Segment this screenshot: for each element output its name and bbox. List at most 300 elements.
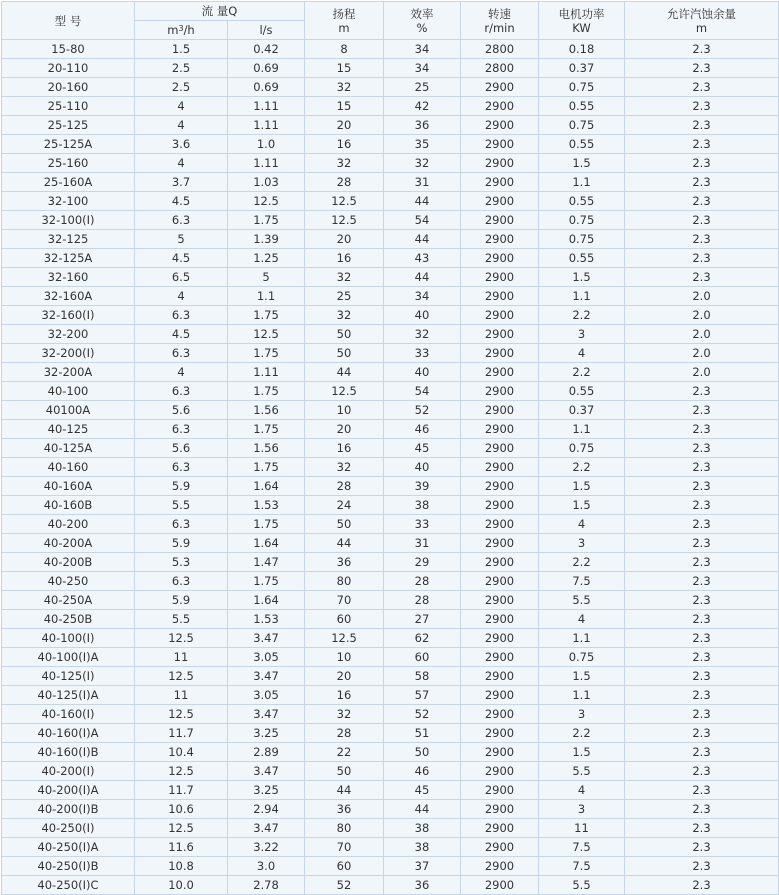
cell-head: 70 (305, 591, 384, 610)
cell-speed: 2900 (461, 325, 539, 344)
table-row (2, 249, 779, 268)
cell-motor-power: 0.18 (539, 40, 625, 59)
cell-npsh: 2.3 (625, 629, 779, 648)
cell-model: 25-160 (2, 154, 135, 173)
cell-model: 25-125 (2, 116, 135, 135)
cell-npsh: 2.3 (625, 154, 779, 173)
cell-npsh: 2.3 (625, 439, 779, 458)
cell-flow-m3h: 5.9 (135, 534, 228, 553)
cell-npsh: 2.3 (625, 743, 779, 762)
cell-flow-ls: 2.94 (228, 800, 305, 819)
cell-flow-ls: 1.64 (228, 477, 305, 496)
cell-efficiency: 37 (384, 857, 461, 876)
cell-speed: 2900 (461, 629, 539, 648)
cell-motor-power: 1.5 (539, 268, 625, 287)
cell-flow-ls: 1.56 (228, 401, 305, 420)
cell-npsh: 2.3 (625, 534, 779, 553)
cell-motor-power: 0.55 (539, 192, 625, 211)
cell-motor-power: 2.2 (539, 553, 625, 572)
table-row (2, 192, 779, 211)
cell-model: 40-160A (2, 477, 135, 496)
cell-model: 20-110 (2, 59, 135, 78)
cell-flow-m3h: 4 (135, 154, 228, 173)
table-row (2, 629, 779, 648)
cell-model: 15-80 (2, 40, 135, 59)
cell-speed: 2900 (461, 439, 539, 458)
cell-speed: 2900 (461, 686, 539, 705)
cell-model: 40-250 (2, 572, 135, 591)
cell-motor-power: 4 (539, 610, 625, 629)
cell-flow-ls: 3.25 (228, 781, 305, 800)
cell-speed: 2900 (461, 857, 539, 876)
cell-model: 40-100 (2, 382, 135, 401)
cell-flow-m3h: 5.9 (135, 591, 228, 610)
cell-npsh: 2.3 (625, 667, 779, 686)
cell-flow-m3h: 5.5 (135, 610, 228, 629)
cell-model: 40-250(I)A (2, 838, 135, 857)
table-row (2, 116, 779, 135)
cell-npsh: 2.3 (625, 515, 779, 534)
cell-speed: 2900 (461, 800, 539, 819)
cell-speed: 2900 (461, 211, 539, 230)
cell-model: 40-200A (2, 534, 135, 553)
cell-flow-m3h: 11.6 (135, 838, 228, 857)
cell-model: 40100A (2, 401, 135, 420)
cell-speed: 2900 (461, 819, 539, 838)
cell-npsh: 2.3 (625, 40, 779, 59)
cell-motor-power: 1.1 (539, 629, 625, 648)
cell-flow-m3h: 6.3 (135, 382, 228, 401)
cell-efficiency: 25 (384, 78, 461, 97)
cell-flow-m3h: 11.7 (135, 724, 228, 743)
cell-speed: 2900 (461, 420, 539, 439)
cell-efficiency: 40 (384, 306, 461, 325)
cell-flow-m3h: 5.6 (135, 401, 228, 420)
cell-flow-ls: 1.03 (228, 173, 305, 192)
cell-flow-ls: 1.11 (228, 97, 305, 116)
table-row (2, 325, 779, 344)
cell-flow-m3h: 4.5 (135, 192, 228, 211)
cell-model: 25-160A (2, 173, 135, 192)
cell-motor-power: 5.5 (539, 591, 625, 610)
cell-flow-m3h: 3.7 (135, 173, 228, 192)
cell-efficiency: 57 (384, 686, 461, 705)
table-row (2, 686, 779, 705)
cell-speed: 2800 (461, 40, 539, 59)
table-row (2, 667, 779, 686)
cell-flow-ls: 0.69 (228, 78, 305, 97)
cell-flow-ls: 1.53 (228, 610, 305, 629)
cell-flow-m3h: 4 (135, 287, 228, 306)
cell-efficiency: 32 (384, 325, 461, 344)
header-flow-m3h: $m^3/h$ (135, 21, 228, 40)
cell-speed: 2900 (461, 230, 539, 249)
cell-flow-m3h: 6.3 (135, 211, 228, 230)
cell-head: 32 (305, 705, 384, 724)
cell-npsh: 2.3 (625, 78, 779, 97)
cell-efficiency: 40 (384, 458, 461, 477)
table-row (2, 572, 779, 591)
cell-speed: 2900 (461, 344, 539, 363)
cell-model: 25-110 (2, 97, 135, 116)
cell-speed: 2900 (461, 762, 539, 781)
cell-head: 12.5 (305, 211, 384, 230)
cell-head: 16 (305, 135, 384, 154)
table-row (2, 306, 779, 325)
cell-head: 28 (305, 173, 384, 192)
cell-head: 50 (305, 325, 384, 344)
cell-flow-m3h: 6.3 (135, 515, 228, 534)
cell-flow-ls: 1.11 (228, 154, 305, 173)
cell-npsh: 2.3 (625, 876, 779, 895)
cell-speed: 2900 (461, 135, 539, 154)
cell-motor-power: 0.37 (539, 401, 625, 420)
cell-speed: 2900 (461, 458, 539, 477)
cell-head: 28 (305, 477, 384, 496)
cell-model: 40-200(I) (2, 762, 135, 781)
cell-flow-ls: 1.75 (228, 515, 305, 534)
cell-npsh: 2.0 (625, 287, 779, 306)
cell-motor-power: 0.37 (539, 59, 625, 78)
cell-head: 32 (305, 78, 384, 97)
cell-npsh: 2.0 (625, 325, 779, 344)
cell-head: 80 (305, 819, 384, 838)
cell-npsh: 2.3 (625, 838, 779, 857)
cell-motor-power: 5.5 (539, 762, 625, 781)
cell-flow-ls: 3.47 (228, 667, 305, 686)
cell-head: 36 (305, 800, 384, 819)
cell-head: 50 (305, 515, 384, 534)
cell-speed: 2900 (461, 667, 539, 686)
cell-model: 40-250A (2, 591, 135, 610)
cell-flow-ls: 1.47 (228, 553, 305, 572)
cell-motor-power: 0.75 (539, 439, 625, 458)
cell-model: 40-160(I)B (2, 743, 135, 762)
cell-efficiency: 44 (384, 268, 461, 287)
cell-head: 16 (305, 249, 384, 268)
cell-flow-m3h: 10.0 (135, 876, 228, 895)
cell-flow-ls: 0.69 (228, 59, 305, 78)
header-head-label: 扬程 (332, 6, 356, 21)
header-npsh-label: 允许汽蚀余量 (667, 6, 736, 21)
cell-flow-ls: 12.5 (228, 325, 305, 344)
cell-npsh: 2.3 (625, 173, 779, 192)
cell-flow-m3h: 4.5 (135, 249, 228, 268)
cell-motor-power: 0.75 (539, 78, 625, 97)
cell-speed: 2900 (461, 591, 539, 610)
cell-flow-ls: 1.25 (228, 249, 305, 268)
header-flow: 流 量Q (135, 2, 305, 21)
cell-speed: 2900 (461, 249, 539, 268)
cell-speed: 2900 (461, 154, 539, 173)
cell-model: 40-125(I)A (2, 686, 135, 705)
cell-efficiency: 60 (384, 648, 461, 667)
table-row (2, 268, 779, 287)
cell-motor-power: 1.5 (539, 743, 625, 762)
cell-head: 20 (305, 667, 384, 686)
cell-motor-power: 1.5 (539, 667, 625, 686)
table-row (2, 762, 779, 781)
header-efficiency-unit: % (416, 20, 428, 35)
cell-efficiency: 45 (384, 439, 461, 458)
cell-efficiency: 34 (384, 59, 461, 78)
cell-speed: 2900 (461, 534, 539, 553)
cell-speed: 2900 (461, 724, 539, 743)
cell-model: 32-200 (2, 325, 135, 344)
header-npsh (625, 2, 779, 40)
cell-npsh: 2.3 (625, 572, 779, 591)
header-head (305, 2, 384, 40)
cell-flow-ls: 1.75 (228, 458, 305, 477)
table-row (2, 591, 779, 610)
cell-head: 8 (305, 40, 384, 59)
cell-flow-ls: 5 (228, 268, 305, 287)
cell-flow-m3h: 1.5 (135, 40, 228, 59)
cell-efficiency: 31 (384, 534, 461, 553)
cell-efficiency: 54 (384, 382, 461, 401)
table-row (2, 800, 779, 819)
table-row (2, 496, 779, 515)
cell-flow-m3h: 10.6 (135, 800, 228, 819)
cell-npsh: 2.3 (625, 724, 779, 743)
cell-efficiency: 52 (384, 705, 461, 724)
cell-npsh: 2.3 (625, 857, 779, 876)
cell-model: 32-125A (2, 249, 135, 268)
cell-efficiency: 29 (384, 553, 461, 572)
table-row (2, 59, 779, 78)
cell-model: 32-160 (2, 268, 135, 287)
cell-flow-ls: 0.42 (228, 40, 305, 59)
cell-flow-ls: 3.22 (228, 838, 305, 857)
cell-efficiency: 50 (384, 743, 461, 762)
cell-npsh: 2.3 (625, 610, 779, 629)
cell-speed: 2900 (461, 78, 539, 97)
cell-npsh: 2.3 (625, 553, 779, 572)
cell-flow-m3h: 5 (135, 230, 228, 249)
cell-motor-power: 0.75 (539, 230, 625, 249)
table-row (2, 97, 779, 116)
cell-head: 32 (305, 458, 384, 477)
cell-flow-m3h: 12.5 (135, 705, 228, 724)
table-row (2, 173, 779, 192)
cell-npsh: 2.3 (625, 116, 779, 135)
cell-efficiency: 46 (384, 420, 461, 439)
cell-flow-m3h: 11 (135, 686, 228, 705)
cell-speed: 2900 (461, 610, 539, 629)
cell-npsh: 2.3 (625, 458, 779, 477)
table-row (2, 439, 779, 458)
cell-model: 40-160B (2, 496, 135, 515)
cell-flow-m3h: 5.6 (135, 439, 228, 458)
cell-npsh: 2.3 (625, 59, 779, 78)
cell-flow-m3h: 6.5 (135, 268, 228, 287)
cell-model: 40-250(I)C (2, 876, 135, 895)
cell-head: 10 (305, 648, 384, 667)
cell-npsh: 2.3 (625, 819, 779, 838)
cell-head: 80 (305, 572, 384, 591)
cell-flow-m3h: 10.8 (135, 857, 228, 876)
cell-npsh: 2.3 (625, 420, 779, 439)
cell-motor-power: 1.5 (539, 154, 625, 173)
table-row (2, 135, 779, 154)
cell-flow-ls: 1.11 (228, 363, 305, 382)
cell-motor-power: 1.1 (539, 173, 625, 192)
cell-efficiency: 34 (384, 40, 461, 59)
cell-model: 40-250(I) (2, 819, 135, 838)
cell-npsh: 2.3 (625, 496, 779, 515)
cell-npsh: 2.3 (625, 192, 779, 211)
cell-flow-m3h: 6.3 (135, 306, 228, 325)
cell-efficiency: 44 (384, 192, 461, 211)
cell-flow-m3h: 6.3 (135, 458, 228, 477)
cell-flow-m3h: 3.6 (135, 135, 228, 154)
cell-motor-power: 1.5 (539, 496, 625, 515)
cell-flow-m3h: 11.7 (135, 781, 228, 800)
header-motor-power-label: 电机功率 (558, 6, 605, 21)
cell-head: 44 (305, 781, 384, 800)
cell-motor-power: 2.2 (539, 458, 625, 477)
cell-flow-ls: 3.05 (228, 686, 305, 705)
cell-speed: 2900 (461, 306, 539, 325)
cell-model: 40-200(I)B (2, 800, 135, 819)
cell-speed: 2900 (461, 743, 539, 762)
cell-flow-ls: 1.1 (228, 287, 305, 306)
cell-model: 32-100 (2, 192, 135, 211)
cell-head: 60 (305, 857, 384, 876)
cell-model: 40-125(I) (2, 667, 135, 686)
table-row (2, 420, 779, 439)
cell-npsh: 2.3 (625, 230, 779, 249)
cell-motor-power: 5.5 (539, 876, 625, 895)
cell-model: 40-200(I)A (2, 781, 135, 800)
cell-speed: 2900 (461, 705, 539, 724)
cell-flow-ls: 1.75 (228, 344, 305, 363)
cell-head: 12.5 (305, 382, 384, 401)
cell-motor-power: 4 (539, 515, 625, 534)
cell-npsh: 2.3 (625, 686, 779, 705)
cell-model: 40-100(I)A (2, 648, 135, 667)
cell-speed: 2800 (461, 59, 539, 78)
cell-flow-ls: 3.47 (228, 705, 305, 724)
cell-flow-m3h: 10.4 (135, 743, 228, 762)
cell-efficiency: 31 (384, 173, 461, 192)
cell-head: 15 (305, 59, 384, 78)
cell-motor-power: 0.75 (539, 211, 625, 230)
cell-flow-m3h: 12.5 (135, 629, 228, 648)
cell-flow-ls: 3.25 (228, 724, 305, 743)
header-speed (461, 2, 539, 40)
table-row (2, 458, 779, 477)
cell-motor-power: 3 (539, 705, 625, 724)
cell-model: 32-200(I) (2, 344, 135, 363)
cell-model: 40-125A (2, 439, 135, 458)
cell-flow-ls: 1.75 (228, 211, 305, 230)
table-row (2, 230, 779, 249)
table-row (2, 781, 779, 800)
cell-speed: 2900 (461, 876, 539, 895)
table-row (2, 610, 779, 629)
cell-model: 40-160(I) (2, 705, 135, 724)
cell-head: 32 (305, 268, 384, 287)
cell-flow-m3h: 11 (135, 648, 228, 667)
cell-model: 40-250(I)B (2, 857, 135, 876)
cell-npsh: 2.3 (625, 135, 779, 154)
cell-speed: 2900 (461, 116, 539, 135)
cell-npsh: 2.3 (625, 268, 779, 287)
cell-efficiency: 36 (384, 116, 461, 135)
cell-flow-ls: 1.0 (228, 135, 305, 154)
cell-npsh: 2.3 (625, 401, 779, 420)
cell-head: 50 (305, 762, 384, 781)
cell-flow-ls: 3.0 (228, 857, 305, 876)
cell-npsh: 2.3 (625, 781, 779, 800)
cell-head: 10 (305, 401, 384, 420)
cell-motor-power: 4 (539, 781, 625, 800)
cell-motor-power: 7.5 (539, 572, 625, 591)
cell-efficiency: 38 (384, 838, 461, 857)
table-row (2, 534, 779, 553)
cell-flow-ls: 1.56 (228, 439, 305, 458)
cell-npsh: 2.3 (625, 800, 779, 819)
table-row (2, 382, 779, 401)
cell-motor-power: 11 (539, 819, 625, 838)
cell-efficiency: 58 (384, 667, 461, 686)
cell-head: 32 (305, 154, 384, 173)
cell-motor-power: 4 (539, 344, 625, 363)
cell-flow-ls: 3.47 (228, 629, 305, 648)
cell-motor-power: 0.55 (539, 97, 625, 116)
cell-speed: 2900 (461, 553, 539, 572)
cell-npsh: 2.3 (625, 648, 779, 667)
cell-model: 32-100(I) (2, 211, 135, 230)
cell-model: 32-200A (2, 363, 135, 382)
cell-flow-ls: 3.47 (228, 762, 305, 781)
cell-flow-ls: 3.05 (228, 648, 305, 667)
cell-flow-ls: 1.75 (228, 382, 305, 401)
cell-motor-power: 0.55 (539, 249, 625, 268)
cell-head: 32 (305, 306, 384, 325)
cell-flow-m3h: 12.5 (135, 762, 228, 781)
cell-flow-m3h: 4 (135, 116, 228, 135)
cell-head: 60 (305, 610, 384, 629)
cell-flow-m3h: 12.5 (135, 819, 228, 838)
cell-flow-m3h: 2.5 (135, 59, 228, 78)
cell-model: 40-125 (2, 420, 135, 439)
cell-speed: 2900 (461, 477, 539, 496)
table-row (2, 857, 779, 876)
cell-speed: 2900 (461, 287, 539, 306)
header-npsh-unit: m (695, 20, 708, 35)
cell-head: 15 (305, 97, 384, 116)
cell-head: 22 (305, 743, 384, 762)
cell-flow-ls: 3.47 (228, 819, 305, 838)
cell-flow-ls: 1.64 (228, 591, 305, 610)
cell-npsh: 2.3 (625, 762, 779, 781)
cell-motor-power: 0.75 (539, 116, 625, 135)
cell-head: 52 (305, 876, 384, 895)
cell-flow-ls: 1.75 (228, 306, 305, 325)
cell-npsh: 2.3 (625, 97, 779, 116)
cell-efficiency: 42 (384, 97, 461, 116)
cell-npsh: 2.3 (625, 591, 779, 610)
table-row (2, 838, 779, 857)
cell-speed: 2900 (461, 838, 539, 857)
cell-model: 20-160 (2, 78, 135, 97)
cell-motor-power: 3 (539, 800, 625, 819)
cell-motor-power: 1.1 (539, 686, 625, 705)
cell-efficiency: 51 (384, 724, 461, 743)
table-row (2, 344, 779, 363)
